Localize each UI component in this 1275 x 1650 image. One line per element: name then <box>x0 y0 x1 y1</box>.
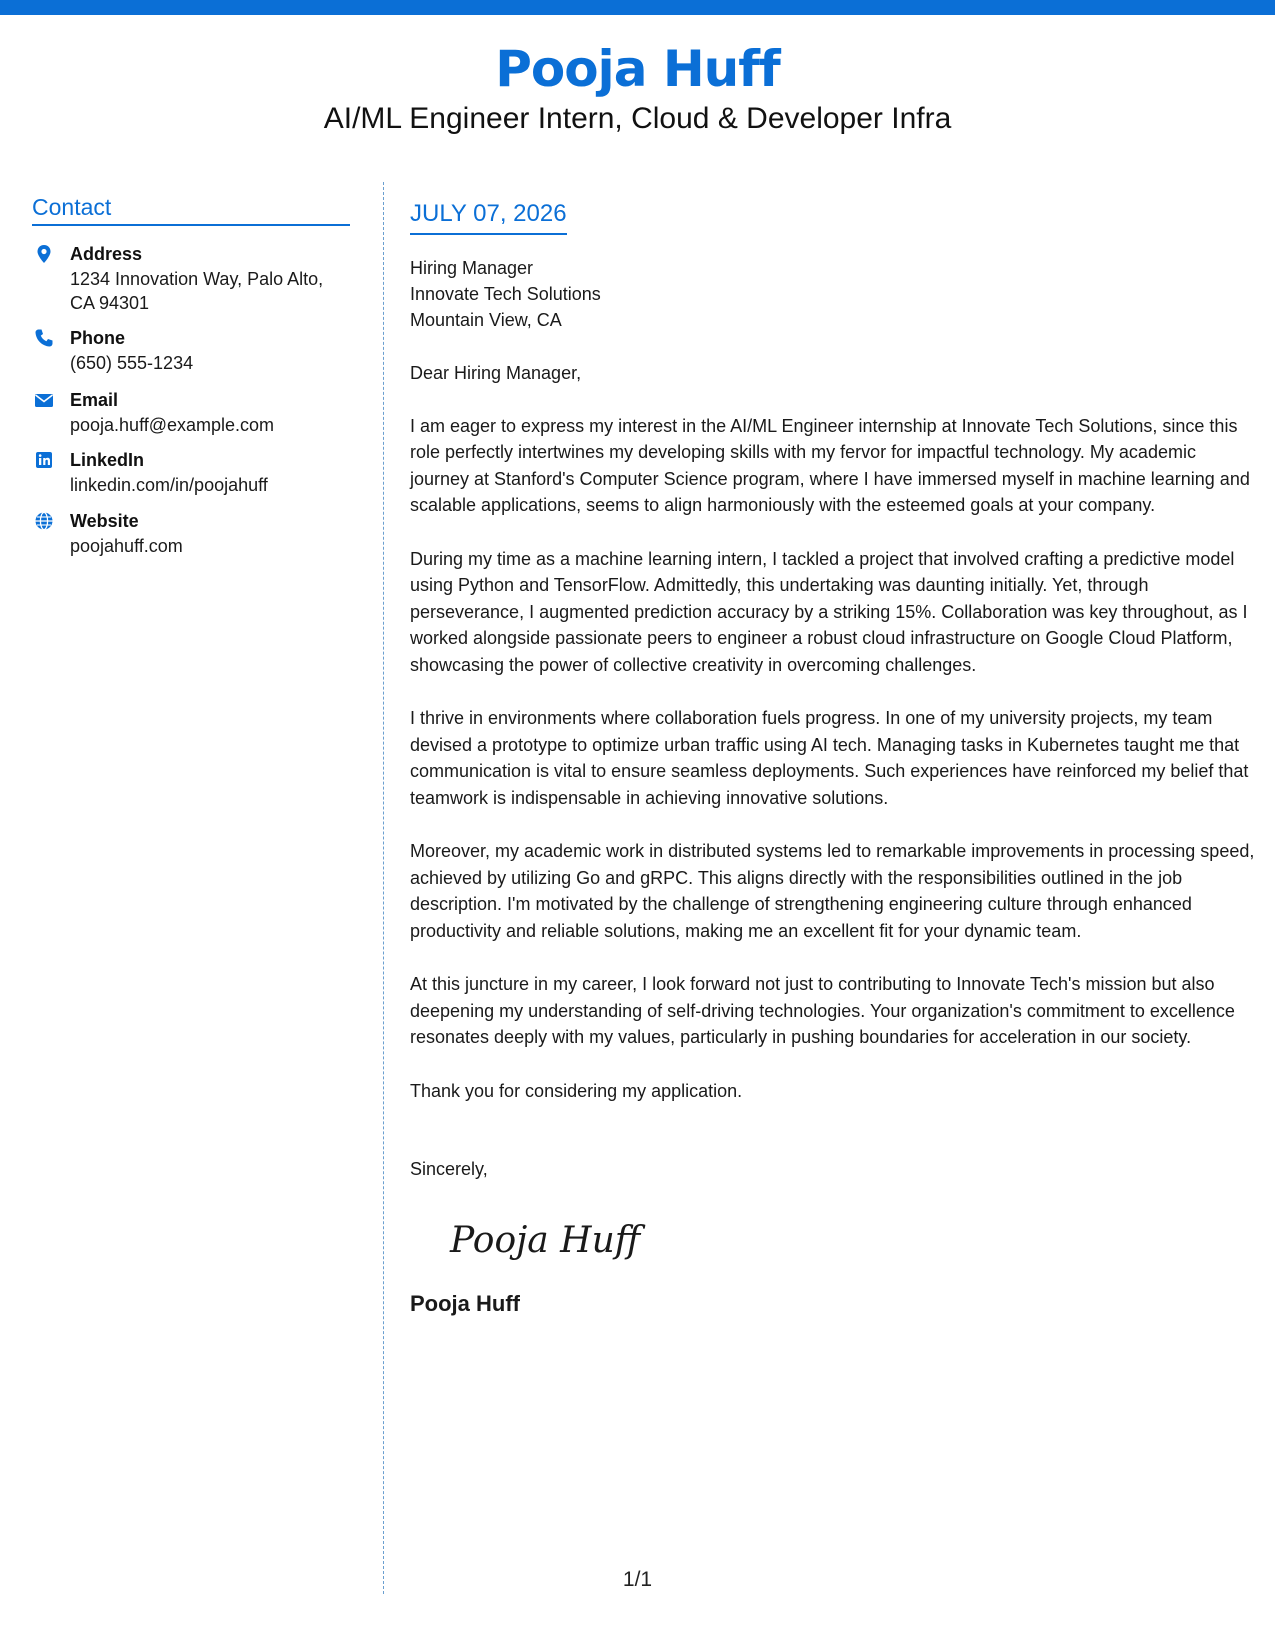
applicant-name: Pooja Huff <box>495 40 780 98</box>
signature-text: Pooja Huff <box>450 1220 641 1262</box>
recipient-line: Hiring Manager <box>410 257 534 278</box>
contact-label: Address <box>70 244 143 265</box>
signer-name: Pooja Huff <box>410 1291 520 1317</box>
salutation: Dear Hiring Manager, <box>410 362 582 383</box>
linkedin-icon <box>34 450 54 470</box>
phone-icon <box>34 328 54 348</box>
globe-icon <box>34 511 54 531</box>
contact-value: linkedin.com/in/poojahuff <box>70 475 268 496</box>
contact-sidebar <box>32 194 350 558</box>
body-paragraph: Thank you for considering my application. <box>410 1080 743 1101</box>
contact-value: pooja.huff@example.com <box>70 415 275 436</box>
body-paragraph: I am eager to express my interest in the AI/ML Engineer internship at Innovate Tech Solutions, since this role perfectly intertwines my developing skills with my fervor for impactful technology. My academic journey at Stanford's Computer Science program, where I have immersed myself in machine learning and scalable applications, seems to align harmoniously with the esteemed goals at your company. <box>410 415 1250 516</box>
contact-value: CA 94301 <box>70 293 150 314</box>
column-divider <box>383 182 384 1594</box>
contact-email <box>32 388 350 437</box>
contact-address <box>32 242 350 315</box>
body-paragraph: During my time as a machine learning intern, I tackled a project that involved crafting a predictive model using Python and TensorFlow. Admittedly, this undertaking was daunting initially. Yet, through perseverance, I augmented prediction accuracy by a striking 15%. Collaboration was key throughout, as I worked alongside passionate peers to engineer a robust cloud infrastructure on Google Cloud Platform, showcasing the power of collective creativity in overcoming challenges. <box>410 548 1248 675</box>
closing: Sincerely, <box>410 1159 488 1180</box>
recipient-line: Mountain View, CA <box>410 309 562 330</box>
contact-label: LinkedIn <box>70 450 145 471</box>
top-accent-bar <box>0 0 1275 15</box>
body-paragraph: I thrive in environments where collaboration fuels progress. In one of my university projects, my team devised a prototype to optimize urban traffic using AI tech. Managing tasks in Kubernetes taught me that communication is vital to ensure seamless deployments. Such experiences have reinforced my belief that teamwork is indispensable in achieving innovative solutions. <box>410 708 1249 808</box>
recipient-line: Innovate Tech Solutions <box>410 283 601 304</box>
handwritten-signature <box>446 1210 646 1270</box>
contact-phone <box>32 326 350 375</box>
letter-date: JULY 07, 2026 <box>410 200 567 235</box>
envelope-icon <box>34 390 54 410</box>
contact-value: 1234 Innovation Way, Palo Alto, <box>70 269 324 290</box>
contact-value: (650) 555-1234 <box>70 353 194 374</box>
recipient-block <box>410 255 1255 333</box>
contact-value: poojahuff.com <box>70 536 183 557</box>
contact-website <box>32 509 350 558</box>
contact-label: Email <box>70 390 119 411</box>
body-paragraph: Moreover, my academic work in distributed systems led to remarkable improvements in processing speed, achieved by utilizing Go and gRPC. This aligns directly with the responsibilities outlined in the job description. I'm motivated by the challenge of strengthening engineering culture through enhanced productivity and reliable solutions, making me an excellent fit for your dynamic team. <box>410 841 1255 941</box>
letter-body <box>410 200 1255 1317</box>
map-pin-icon <box>34 244 54 264</box>
job-headline: AI/ML Engineer Intern, Cloud & Developer Infra <box>323 102 952 135</box>
contact-label: Website <box>70 511 139 532</box>
contact-title: Contact <box>32 194 350 226</box>
contact-linkedin <box>32 448 350 497</box>
page-number: 1/1 <box>622 1568 653 1591</box>
contact-label: Phone <box>70 328 126 349</box>
body-paragraph: At this juncture in my career, I look forward not just to contributing to Innovate Tech's mission but also deepening my understanding of self-driving technologies. Your organization's commitment to excellence resonates deeply with my values, particularly in pushing boundaries for acceleration in our society. <box>410 974 1235 1048</box>
